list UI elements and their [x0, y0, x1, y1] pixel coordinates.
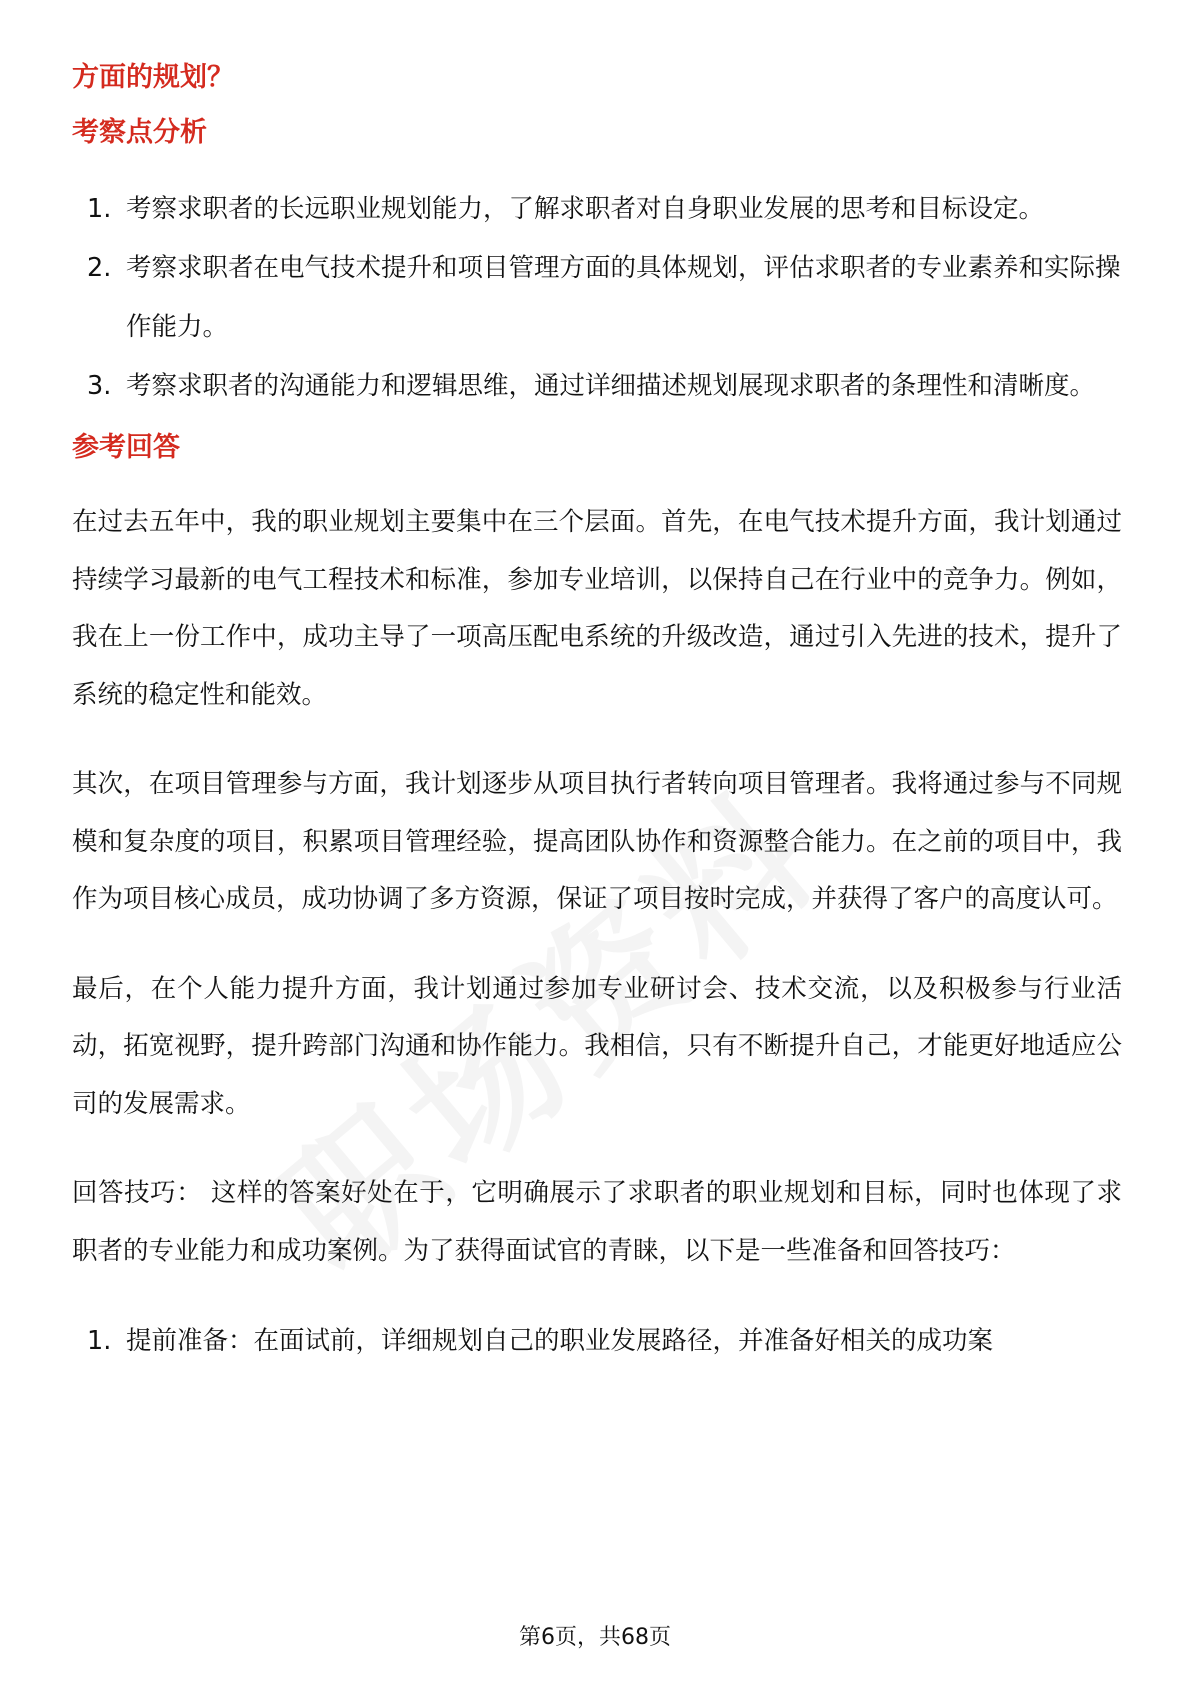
- list-item: [72, 180, 1122, 239]
- reference-answer-heading: 参考回答: [72, 432, 180, 463]
- list-item-number: 2.: [87, 253, 112, 283]
- analysis-list: [72, 180, 1122, 416]
- answer-paragraph: 其次，在项目管理参与方面，我计划逐步从项目执行者转向项目管理者。我将通过参与不同规模和复杂度的项目，积累项目管理经验，提高团队协作和资源整合能力。在之前的项目中，我作为项目核心成员，成功协调了多方资源，保证了项目按时完成，并获得了客户的高度认可。: [72, 769, 1122, 914]
- list-item-text: 提前准备：在面试前，详细规划自己的职业发展路径，并准备好相关的成功案: [126, 1326, 994, 1356]
- list-item-text: 考察求职者的长远职业规划能力，了解求职者对自身职业发展的思考和目标设定。: [126, 194, 1045, 224]
- list-item-text: 考察求职者在电气技术提升和项目管理方面的具体规划，评估求职者的专业素养和实际操作能力。: [126, 253, 1121, 342]
- answer-paragraph: 最后，在个人能力提升方面，我计划通过参加专业研讨会、技术交流，以及积极参与行业活动，拓宽视野，提升跨部门沟通和协作能力。我相信，只有不断提升自己，才能更好地适应公司的发展需求。: [72, 973, 1122, 1119]
- analysis-heading: 考察点分析: [72, 117, 207, 148]
- answer-tips-paragraph: 回答技巧： 这样的答案好处在于，它明确展示了求职者的职业规划和目标，同时也体现了求职者的专业能力和成功案例。为了获得面试官的青睐，以下是一些准备和回答技巧：: [72, 1178, 1122, 1266]
- answer-paragraph: 在过去五年中，我的职业规划主要集中在三个层面。首先，在电气技术提升方面，我计划通过持续学习最新的电气工程技术和标准，参加专业培训，以保持自己在行业中的竞争力。例如，我在上一份工作中，成功主导了一项高压配电系统的升级改造，通过引入先进的技术，提升了系统的稳定性和能效。: [72, 507, 1122, 710]
- list-item-number: 1.: [87, 1326, 112, 1356]
- list-item: [72, 239, 1122, 357]
- page-content: [72, 58, 1122, 1371]
- list-item-text: 考察求职者的沟通能力和逻辑思维，通过详细描述规划展现求职者的条理性和清晰度。: [126, 371, 1096, 401]
- question-continuation-heading: 方面的规划？: [72, 62, 234, 93]
- list-item-number: 3.: [87, 371, 112, 401]
- list-item-number: 1.: [87, 194, 112, 224]
- list-item: [72, 1312, 1122, 1371]
- list-item: [72, 357, 1122, 416]
- tips-list: [72, 1312, 1122, 1371]
- page-number-footer: 第6页，共68页: [519, 1625, 671, 1650]
